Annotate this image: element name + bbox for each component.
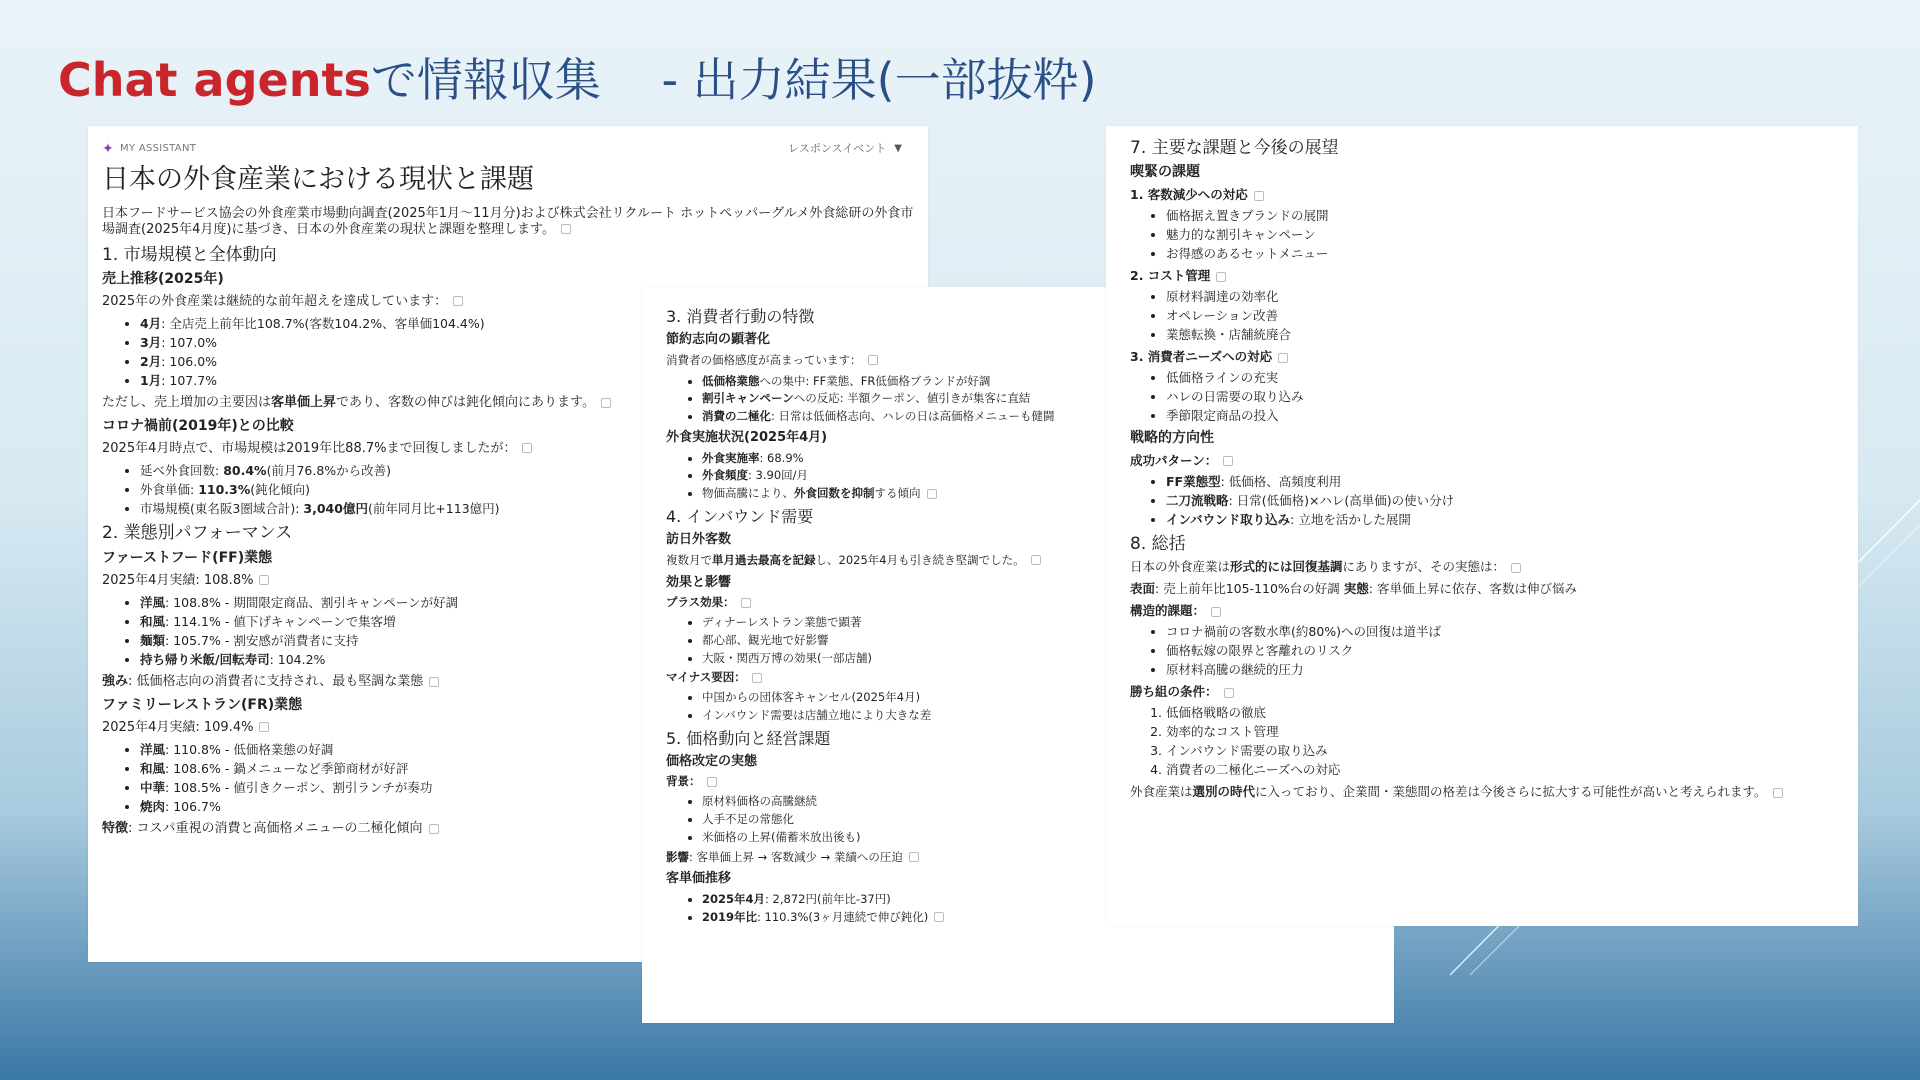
citation-icon[interactable] — [259, 722, 269, 732]
section-2-heading: 2. 業態別パフォーマンス — [102, 523, 293, 544]
list-item — [1166, 474, 1834, 489]
visitors-post: し、2025年4月も引き続き堅調でした。 — [815, 552, 1025, 567]
reality-text: : 客単価上昇に依存、客数は伸び悩み — [1368, 581, 1577, 597]
citation-icon[interactable] — [601, 398, 611, 408]
list-item: • 都心部、観光地で好影響 — [702, 634, 1394, 648]
list-item: 1. 低価格戦略の徹底 — [1166, 705, 1834, 720]
section-7-heading: 7. 主要な課題と今後の展望 — [1130, 138, 1339, 158]
list-item: • 大阪・関西万博の効果(一部店舗) — [702, 652, 1394, 666]
citation-icon[interactable] — [1031, 555, 1041, 565]
effects-heading: 効果と影響 — [666, 574, 732, 590]
item-post: : 立地を活かした展開 — [1290, 511, 1411, 527]
item-post: (鈍化傾向) — [250, 482, 311, 498]
citation-icon[interactable] — [1278, 353, 1288, 363]
issue-1-label: 1. 客数減少への対応 — [1130, 187, 1248, 203]
item-post: : 108.5% - 値引きクーポン、割引ランチが奏功 — [165, 780, 433, 796]
item-bold: インバウンド取り込み — [1166, 511, 1291, 527]
success-label: 成功パターン： — [1130, 452, 1218, 468]
issue-1-list — [1130, 208, 1834, 261]
section-1-heading: 1. 市場規模と全体動向 — [102, 244, 277, 265]
item-label: 3月 — [140, 335, 162, 351]
item-bold: 110.3% — [198, 482, 251, 498]
bg-label: 背景： — [666, 774, 701, 789]
list-item: • 中国からの団体客キャンセル(2025年4月) — [702, 691, 1394, 705]
urgent-issues-heading: 喫緊の課題 — [1130, 164, 1200, 181]
summary-text — [1130, 559, 1834, 574]
item-label: 2月 — [140, 354, 162, 370]
item-post: : 日常(低価格)×ハレ(高単価)の使い分け — [1228, 492, 1455, 508]
citation-icon[interactable] — [1216, 272, 1226, 282]
list-item: • 原材料調達の効率化 — [1166, 289, 1834, 304]
item-post: : 106.7% — [165, 799, 221, 815]
item-post: : 2,872円(前年比-37円) — [765, 892, 891, 907]
final-post: に入っており、企業間・業態間の格差は今後さらに拡大する可能性が高いと考えられます。 — [1255, 784, 1767, 800]
item-pre: 延べ外食回数: — [140, 463, 224, 479]
final-pre: 外食産業は — [1130, 784, 1193, 800]
item-bold: 中華 — [140, 780, 166, 796]
item-bold: 消費の二極化 — [702, 409, 771, 424]
item-bold: 低価格業態 — [702, 373, 760, 388]
precovid-heading: コロナ禍前(2019年)との比較 — [102, 417, 294, 434]
sparkle-icon: ✦ — [102, 140, 115, 157]
issue-3-label: 3. 消費者ニーズへの対応 — [1130, 349, 1273, 365]
citation-icon[interactable] — [707, 777, 717, 787]
citation-icon[interactable] — [934, 912, 944, 922]
surface-text: : 売上前年比105-110%台の好調 — [1155, 581, 1344, 597]
assistant-name: MY ASSISTANT — [120, 142, 197, 154]
list-item: • 米価格の上昇(備蓄米放出後も) — [702, 831, 1394, 845]
item-bold: 外食実施率 — [702, 450, 760, 465]
strategy-heading: 戦略的方向性 — [1130, 430, 1214, 447]
caret-down-icon: ▼ — [894, 143, 902, 154]
item-post: : 低価格、高頻度利用 — [1220, 473, 1342, 489]
fr-result-body: 2025年4月実績: 109.4% — [102, 719, 254, 735]
item-bold: 麺類 — [140, 633, 166, 649]
price-revision-heading: 価格改定の実態 — [666, 753, 758, 769]
citation-icon[interactable] — [429, 677, 439, 687]
visitors-heading: 訪日外客数 — [666, 532, 732, 548]
success-pattern-label — [1130, 453, 1834, 468]
item-pre: 物価高騰により、 — [702, 486, 794, 501]
winning-conditions-label — [1130, 684, 1834, 699]
list-item: • 原材料価格の高騰継続 — [702, 795, 1394, 809]
saving-body: 消費者の価格感度が高まっています： — [666, 352, 862, 367]
structural-issues-label — [1130, 603, 1834, 618]
item-bold: 2025年4月 — [702, 892, 766, 907]
final-text — [1130, 784, 1834, 799]
visitors-bold: 単月過去最高を記録 — [712, 552, 816, 567]
item-post: : 110.3%(3ヶ月連続で伸び鈍化) — [757, 909, 929, 924]
section-5-heading: 5. 価格動向と経営課題 — [666, 728, 831, 748]
list-item: • 魅力的な割引キャンペーン — [1166, 227, 1834, 242]
item-post: への反応: 半額クーポン、値引きが集客に直結 — [793, 391, 1031, 406]
surface-reality-text — [1130, 581, 1834, 596]
item-bold: 80.4% — [223, 463, 267, 479]
item-post: (前年同月比+113億円) — [367, 501, 500, 517]
feature-text: : コスパ重視の消費と高価格メニューの二極化傾向 — [128, 821, 423, 837]
intro-body: 日本フードサービス協会の外食産業市場動向調査(2025年1月〜11月分)および株式会社リクルート ホットペッパーグルメ外食総研の外食市場調査(2025年4月度)に基づき、日本の外食産業の現状と課題を整理します。 — [102, 206, 914, 237]
item-post: : 114.1% - 値下げキャンペーンで集客増 — [165, 614, 396, 630]
section-8-heading: 8. 総括 — [1130, 533, 1186, 554]
item-pre: 外食単価: — [140, 482, 199, 498]
list-item: • 価格転嫁の限界と客離れのリスク — [1166, 643, 1834, 658]
list-item: • 人手不足の常態化 — [702, 813, 1394, 827]
item-bold: 和風 — [140, 614, 166, 630]
item-text: : 106.0% — [161, 354, 218, 370]
list-item: • 価格据え置きブランドの展開 — [1166, 208, 1834, 223]
win-label: 勝ち組の条件： — [1130, 684, 1218, 700]
issue-2-list — [1130, 289, 1834, 342]
summary-pre: 日本の外食産業は — [1130, 559, 1231, 575]
issue-2-heading — [1130, 268, 1834, 283]
visitors-pre: 複数月で — [666, 552, 712, 567]
note-pre: ただし、売上増加の主要因は — [102, 395, 272, 411]
list-item: • お得感のあるセットメニュー — [1166, 246, 1834, 261]
list-item — [1166, 512, 1834, 527]
item-post: : 108.6% - 鍋メニューなど季節商材が好評 — [165, 761, 409, 777]
item-post: : 3.90回/月 — [748, 468, 809, 483]
assistant-header — [102, 140, 914, 158]
item-bold: 持ち帰り米飯/回転寿司 — [140, 652, 270, 668]
list-item: 3. インバウンド需要の取り込み — [1166, 743, 1834, 758]
citation-icon[interactable] — [259, 575, 269, 585]
list-item: • 季節限定商品の投入 — [1166, 408, 1834, 423]
ff-heading: ファーストフード(FF)業態 — [102, 549, 273, 566]
precovid-body: 2025年4月時点で、市場規模は2019年比88.7%まで回復しましたが： — [102, 440, 517, 456]
list-item: • ハレの日需要の取り込み — [1166, 389, 1834, 404]
surface-label: 表面 — [1130, 581, 1156, 597]
item-bold: 外食頻度 — [702, 468, 748, 483]
strength-text: : 低価格志向の消費者に支持され、最も堅調な業態 — [128, 674, 424, 690]
item-post: : 68.9% — [759, 450, 804, 465]
sales-trend-body: 2025年の外食産業は継続的な前年超えを達成しています： — [102, 293, 448, 309]
section-4-heading: 4. インバウンド需要 — [666, 506, 814, 526]
citation-icon[interactable] — [1511, 563, 1521, 573]
note-bold: 客単価上昇 — [271, 395, 337, 411]
screenshot-panel-right — [1106, 126, 1858, 926]
citation-icon[interactable] — [1224, 688, 1234, 698]
citation-icon[interactable] — [1211, 607, 1221, 617]
item-post: : 108.8% - 期間限定商品、割引キャンペーンが好調 — [165, 595, 459, 611]
item-text: : 107.7% — [161, 373, 218, 389]
item-label: 1月 — [140, 373, 162, 389]
issue-1-heading — [1130, 187, 1834, 202]
item-text: : 全店売上前年比108.7%(客数104.2%、客単価104.4%) — [161, 316, 485, 332]
note-post: であり、客数の伸びは鈍化傾向にあります。 — [336, 395, 595, 411]
reality-label: 実態 — [1343, 581, 1369, 597]
item-post: : 104.2% — [269, 652, 326, 668]
winning-conditions-list — [1130, 705, 1834, 777]
final-bold: 選別の時代 — [1192, 784, 1256, 800]
list-item: • 低価格ラインの充実 — [1166, 370, 1834, 385]
assistant-label — [102, 141, 196, 158]
citation-icon[interactable] — [752, 673, 762, 683]
item-bold: 2019年比 — [702, 909, 758, 924]
response-event-label: レスポンスイベント — [788, 142, 887, 156]
summary-bold: 形式的には回復基調 — [1230, 559, 1343, 575]
list-item: • オペレーション改善 — [1166, 308, 1834, 323]
fr-heading: ファミリーレストラン(FR)業態 — [102, 696, 303, 713]
citation-icon[interactable] — [1773, 788, 1783, 798]
issue-3-list — [1130, 370, 1834, 423]
struct-label: 構造的課題： — [1130, 603, 1206, 619]
item-bold: 割引キャンペーン — [702, 391, 794, 406]
slide-title-accent: Chat agents — [58, 53, 371, 107]
success-pattern-list — [1130, 474, 1834, 527]
item-pre: 市場規模(東名阪3圏域合計): — [140, 501, 304, 517]
unit-price-heading: 客単価推移 — [666, 871, 732, 887]
item-post: : 日常は低価格志向、ハレの日は高価格メニューも健闘 — [771, 409, 1055, 424]
citation-icon[interactable] — [927, 489, 937, 499]
plus-label: プラス効果： — [666, 595, 735, 610]
citation-icon[interactable] — [1254, 191, 1264, 201]
item-bold: 3,040億円 — [303, 501, 368, 517]
citation-icon[interactable] — [868, 355, 878, 365]
impact-label: 影響 — [666, 849, 689, 864]
citation-icon[interactable] — [1223, 456, 1233, 466]
doc-title: 日本の外食産業における現状と課題 — [102, 164, 534, 195]
list-item: • ディナーレストラン業態で顕著 — [702, 616, 1394, 630]
ff-result-body: 2025年4月実績: 108.8% — [102, 572, 254, 588]
slide-title-rest: で情報収集 - 出力結果(一部抜粋) — [370, 53, 1097, 107]
list-item: • 原材料高騰の継続的圧力 — [1166, 662, 1834, 677]
sales-trend-heading: 売上推移(2025年) — [102, 270, 224, 287]
list-item: 2. 効率的なコスト管理 — [1166, 724, 1834, 739]
dining-status-heading: 外食実施状況(2025年4月) — [666, 429, 828, 445]
item-text: : 107.0% — [161, 335, 218, 351]
issue-2-label: 2. コスト管理 — [1130, 268, 1211, 284]
intro-text — [102, 206, 914, 237]
item-post: への集中: FF業態、FR低価格ブランドが好調 — [759, 373, 991, 388]
structural-issues-list — [1130, 624, 1834, 677]
item-bold: 洋風 — [140, 595, 166, 611]
citation-icon[interactable] — [741, 598, 751, 608]
item-bold: FF業態型 — [1166, 473, 1221, 489]
item-bold: 焼肉 — [140, 799, 166, 815]
item-bold: 和風 — [140, 761, 166, 777]
slide-title — [58, 44, 1097, 110]
item-post: : 110.8% - 低価格業態の好調 — [165, 742, 334, 758]
minus-label: マイナス要因： — [666, 670, 746, 685]
response-event-dropdown[interactable] — [788, 142, 914, 155]
citation-icon[interactable] — [453, 296, 463, 306]
list-item — [1166, 493, 1834, 508]
section-3-heading: 3. 消費者行動の特徴 — [666, 307, 815, 326]
item-label: 4月 — [140, 316, 162, 332]
citation-icon[interactable] — [909, 852, 919, 862]
list-item: 4. 消費者の二極化ニーズへの対応 — [1166, 762, 1834, 777]
list-item: • コロナ禍前の客数水準(約80%)への回復は道半ば — [1166, 624, 1834, 639]
strength-label: 強み — [102, 674, 129, 690]
list-item: • インバウンド需要は店舗立地により大きな差 — [702, 709, 1394, 723]
item-bold: 二刀流戦略 — [1166, 492, 1229, 508]
list-item: • 業態転換・店舗統廃合 — [1166, 327, 1834, 342]
item-post: : 105.7% - 割安感が消費者に支持 — [165, 633, 359, 649]
impact-body: : 客単価上昇 → 客数減少 → 業績への圧迫 — [689, 849, 903, 864]
citation-icon[interactable] — [429, 824, 439, 834]
item-bold: 洋風 — [140, 742, 166, 758]
item-post: (前月76.8%から改善) — [266, 463, 392, 479]
summary-post: にありますが、その実態は： — [1342, 559, 1506, 575]
citation-icon[interactable] — [561, 224, 571, 234]
saving-heading: 節約志向の顕著化 — [666, 332, 771, 348]
feature-label: 特徴 — [102, 821, 129, 837]
item-bold: 外食回数を抑制 — [794, 486, 875, 501]
item-post: する傾向 — [874, 486, 921, 501]
citation-icon[interactable] — [522, 443, 532, 453]
issue-3-heading — [1130, 349, 1834, 364]
